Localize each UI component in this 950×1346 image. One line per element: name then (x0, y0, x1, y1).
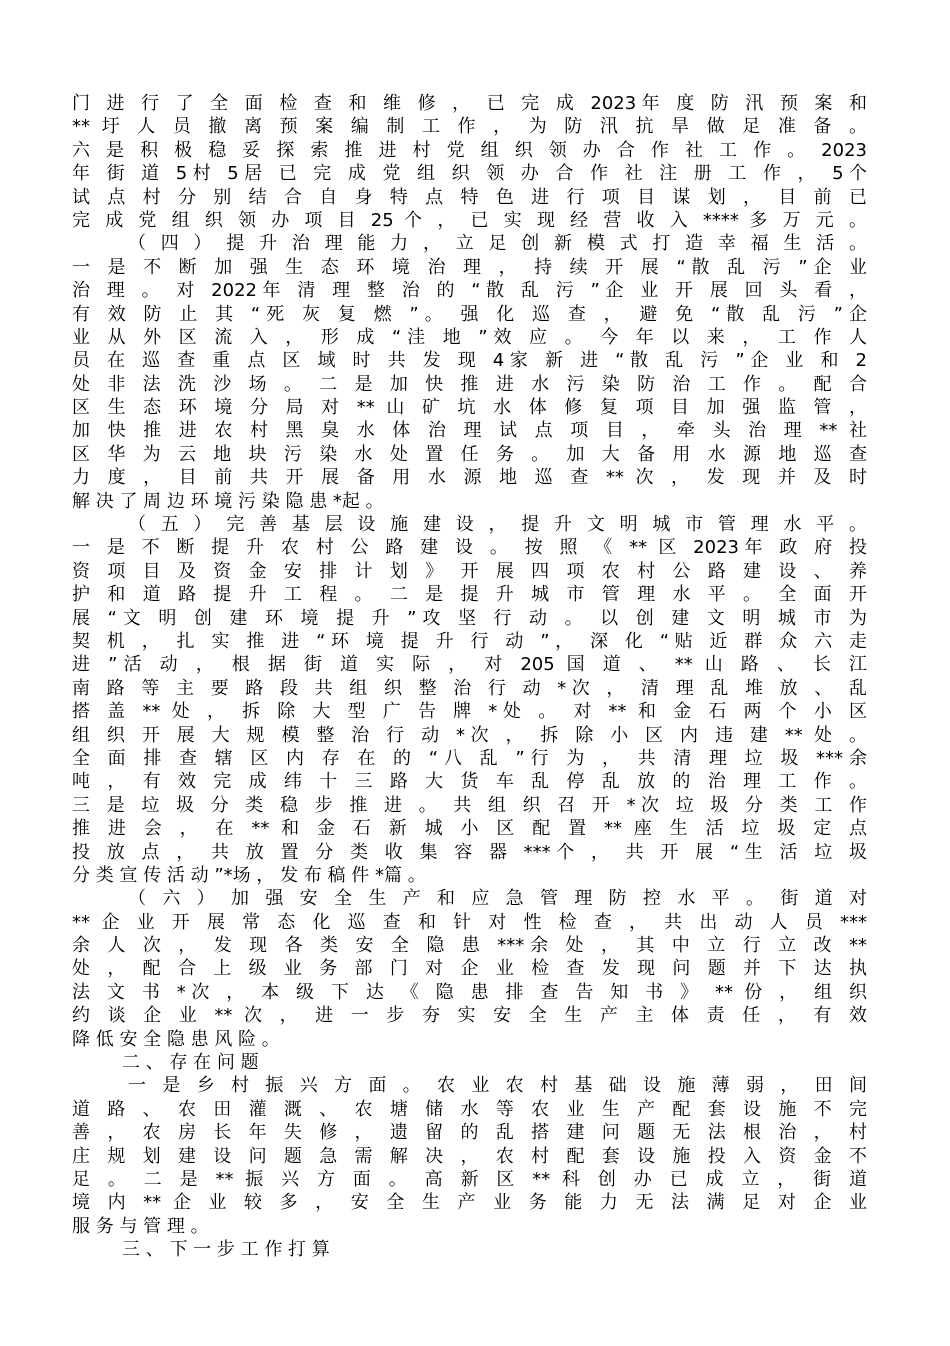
text-line: （ 五 ） 完 善 基 层 设 施 建 设 ， 提 升 文 明 城 市 管 理 水 平 。 (128, 514, 867, 536)
text-line: 资 项 目 及 资 金 安 排 计 划 》 开 展 四 项 农 村 公 路 建 设 、 养 (72, 560, 867, 582)
text-line: 庄 规 划 建 设 问 题 急 需 解 决 ， 农 村 配 套 设 施 投 入 资 金 不 (72, 1145, 867, 1167)
text-line: （ 四 ） 提 升 治 理 能 力 ， 立 足 创 新 模 式 打 造 幸 福 生 活 。 (128, 233, 867, 255)
text-line: 进 ”活 动 ， 根 据 街 道 实 际 ， 对 205 国 道 、 ** 山 路 、 长 江 (72, 654, 867, 676)
text-line: 分 类 宣 传 活 动 ”*场 ， 发 布 稿 件 *篇 。 (72, 864, 426, 886)
text-line: 法 文 书 *次 ， 本 级 下 达 《 隐 患 排 查 告 知 书 》 ** 份 ， 组 织 (72, 981, 867, 1003)
text-line: 服 务 与 管 理 。 (72, 1215, 209, 1237)
text-line: 治 理 。 对 2022年 清 理 整 治 的 “散 乱 污 ”企 业 开 展 回 头 看 ， (72, 280, 867, 302)
text-line: 有 效 防 止 其 “死 灰 复 燃 ”。 强 化 巡 查 ， 避 免 “散 乱 污 ”企 (72, 303, 867, 325)
text-line: 善 ， 农 房 长 年 失 修 ， 遗 留 的 乱 搭 建 问 题 无 法 根 治 ， 村 (72, 1122, 867, 1144)
text-line: 降 低 安 全 隐 患 风 险 。 (72, 1028, 280, 1050)
text-line: 护 和 道 路 提 升 工 程 。 二 是 提 升 城 市 管 理 水 平 。 全 面 开 (72, 584, 867, 606)
text-line: 投 放 点 ， 共 放 置 分 类 收 集 容 器 ***个 ， 共 开 展 “生 活 垃 圾 (72, 841, 867, 863)
text-line: 处 ， 配 合 上 级 业 务 部 门 对 企 业 检 查 发 现 问 题 并 下 达 执 (72, 958, 867, 980)
text-line: 门 进 行 了 全 面 检 查 和 维 修 ， 已 完 成 2023年 度 防 汛 预 案 和 (72, 93, 867, 114)
text-line: 年 街 道 5村 5居 已 完 成 党 组 织 领 办 合 作 社 注 册 工 作 ， 5个 (72, 163, 867, 185)
text-line: 境 内 ** 企 业 较 多 ， 安 全 生 产 业 务 能 力 无 法 满 足 对 企 业 (72, 1192, 867, 1214)
section-heading: 二 、 存 在 问 题 (122, 1052, 259, 1074)
section-heading: 三 、 下 一 步 工 作 打 算 (122, 1239, 330, 1261)
text-line: 一 是 不 断 提 升 农 村 公 路 建 设 。 按 照 《 ** 区 2023年 政 府 投 (72, 537, 867, 559)
text-line: 力 度 ， 目 前 共 开 展 备 用 水 源 地 巡 查 ** 次 ， 发 现 并 及 时 (72, 467, 867, 489)
text-line: 处 非 法 洗 沙 场 。 二 是 加 快 推 进 水 污 染 防 治 工 作 。 配 合 (72, 373, 867, 395)
text-line: 一 是 乡 村 振 兴 方 面 。 农 业 农 村 基 础 设 施 薄 弱 ， 田 间 (128, 1075, 867, 1097)
text-line: 道 路 、 农 田 灌 溉 、 农 塘 储 水 等 农 业 生 产 配 套 设 施 不 完 (72, 1098, 867, 1120)
text-line: 业 从 外 区 流 入 ， 形 成 “洼 地 ”效 应 。 今 年 以 来 ， 工 作 人 (72, 326, 867, 348)
text-line: 组 织 开 展 大 规 模 整 治 行 动 *次 ， 拆 除 小 区 内 违 建 ** 处 。 (72, 724, 867, 746)
text-line: ** 企 业 开 展 常 态 化 巡 查 和 针 对 性 检 查 ， 共 出 动 人 员 *** (72, 911, 867, 933)
text-line: 三 是 垃 圾 分 类 稳 步 推 进 。 共 组 织 召 开 *次 垃 圾 分 类 工 作 (72, 794, 867, 816)
text-line: 全 面 排 查 辖 区 内 存 在 的 “八 乱 ”行 为 ， 共 清 理 垃 圾 ***余 (72, 747, 867, 769)
text-line: 足 。 二 是 ** 振 兴 方 面 。 高 新 区 ** 科 创 办 已 成 立 ， 街 道 (72, 1168, 867, 1190)
text-line: 一 是 不 断 加 强 生 态 环 境 治 理 ， 持 续 开 展 “散 乱 污 ”企 业 (72, 256, 867, 278)
text-line: ** 圩 人 员 撤 离 预 案 编 制 工 作 ， 为 防 汛 抗 旱 做 足 准 备 。 (72, 116, 867, 138)
text-line: 区 华 为 云 地 块 污 染 水 处 置 任 务 。 加 大 备 用 水 源 地 巡 查 (72, 443, 867, 465)
text-line: 解 决 了 周 边 环 境 污 染 隐 患 *起 。 (72, 490, 384, 512)
text-line: 搭 盖 ** 处 ， 拆 除 大 型 广 告 牌 *处 。 对 ** 和 金 石 两 个 小 区 (72, 701, 867, 723)
text-line: 展 “文 明 创 建 环 境 提 升 ”攻 坚 行 动 。 以 创 建 文 明 城 市 为 (72, 607, 867, 629)
text-line: 契 机 ， 扎 实 推 进 “环 境 提 升 行 动 ”， 深 化 “贴 近 群 众 六 走 (72, 630, 867, 652)
text-line: 区 生 态 环 境 分 局 对 ** 山 矿 坑 水 体 修 复 项 目 加 强 监 管 ， (72, 397, 867, 419)
text-line: 南 路 等 主 要 路 段 共 组 织 整 治 行 动 *次 ， 清 理 乱 堆 放 、 乱 (72, 677, 867, 699)
text-line: 加 快 推 进 农 村 黑 臭 水 体 治 理 试 点 项 目 ， 牵 头 治 理 ** 社 (72, 420, 867, 442)
text-line: 员 在 巡 查 重 点 区 域 时 共 发 现 4家 新 进 “散 乱 污 ”企 业 和 2 (72, 350, 867, 372)
text-line: 试 点 村 分 别 结 合 自 身 特 点 特 色 进 行 项 目 谋 划 ， 目 前 已 (72, 186, 867, 208)
text-line: 六 是 积 极 稳 妥 探 索 推 进 村 党 组 织 领 办 合 作 社 工 作 。 2023 (72, 139, 867, 161)
text-line: 完 成 党 组 织 领 办 项 目 25 个 ， 已 实 现 经 营 收 入 **** 多 万 元 。 (72, 209, 867, 231)
text-line: 余 人 次 ， 发 现 各 类 安 全 隐 患 ***余 处 ， 其 中 立 行 立 改 ** (72, 935, 867, 957)
document-page (72, 92, 867, 1262)
text-line: （ 六 ） 加 强 安 全 生 产 和 应 急 管 理 防 控 水 平 。 街 道 对 (128, 888, 867, 910)
text-line: 推 进 会 ， 在 ** 和 金 石 新 城 小 区 配 置 ** 座 生 活 垃 圾 定 点 (72, 818, 867, 840)
text-line: 约 谈 企 业 ** 次 ， 进 一 步 夯 实 安 全 生 产 主 体 责 任 ， 有 效 (72, 1005, 867, 1027)
text-line: 吨 ， 有 效 完 成 纬 十 三 路 大 货 车 乱 停 乱 放 的 治 理 工 作 。 (72, 771, 867, 793)
